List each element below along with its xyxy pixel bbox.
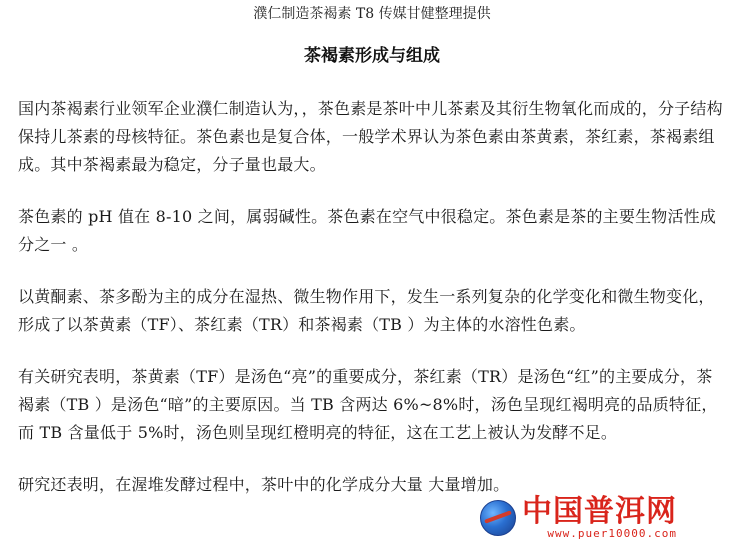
paragraph-composition: 国内茶褐素行业领军企业濮仁制造认为，，茶色素是茶叶中儿茶素及其衍生物氧化而成的，分子结构保持儿茶素的母核特征。茶色素也是复合体，一般学术界认为茶色素由茶黄素，茶红素，茶褐素组成。其中茶褐素最为稳定，分子量也最大。 (18, 99, 723, 174)
paragraph-research: 有关研究表明，茶黄素（TF）是汤色“亮”的重要成分，茶红素（TR）是汤色“红”的主要成分，茶褐素（TB ）是汤色“暗”的主要原因。当 TB 含两达 6%~8%时，汤色呈现红褐明亮的品质特征，而 TB 含量低于 5%时，汤色则呈现红橙明亮的特征，这在工艺上被认为发酵不足。 (18, 367, 718, 442)
watermark-text (522, 496, 677, 540)
paragraph-formation: 以黄酮素、茶多酚为主的成分在湿热、微生物作用下，发生一系列复杂的化学变化和微生物变化，形成了以茶黄素（TF）、茶红素（TR）和茶褐素（TB ）为主体的水溶性色素。 (18, 287, 715, 334)
header-credit: 濮仁制造茶褐素 T8 传媒甘健整理提供 (253, 6, 491, 22)
watermark-url: www.puer10000.com (547, 527, 677, 540)
watermark-site-name: 中国普洱网 (522, 494, 677, 529)
site-watermark (480, 496, 716, 540)
document-body (18, 95, 724, 499)
page-title: 茶褐素形成与组成 (304, 46, 440, 66)
paragraph-fermentation: 研究还表明，在渥堆发酵过程中，茶叶中的化学成分大量 大量增加。 (18, 475, 510, 494)
globe-logo-icon (480, 500, 516, 536)
paragraph-ph: 茶色素的 pH 值在 8-10 之间，属弱碱性。茶色素在空气中很稳定。茶色素是茶的主要生物活性成分之一 。 (18, 207, 717, 254)
